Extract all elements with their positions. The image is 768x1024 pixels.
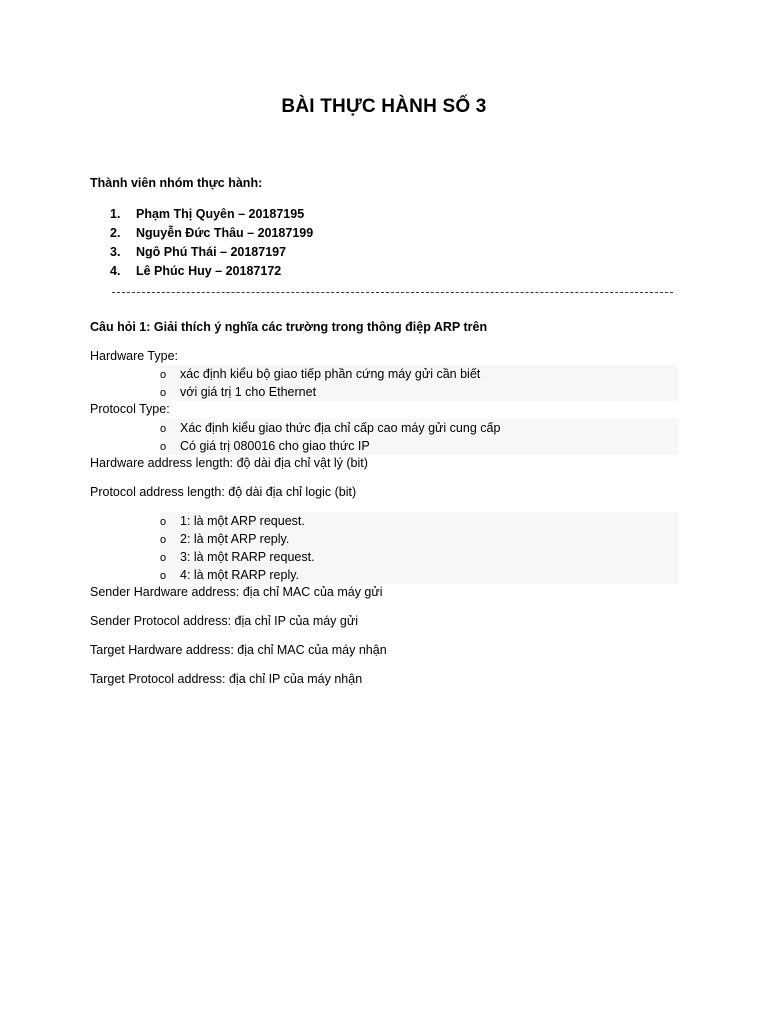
list-item (160, 512, 678, 530)
list-number: 2. (110, 226, 121, 240)
sender-hardware-address: Sender Hardware address: địa chỉ MAC của máy gửi (90, 585, 383, 599)
bullet-icon: o (160, 534, 167, 546)
list-item (160, 419, 678, 437)
list-item-text: Có giá trị 080016 cho giao thức IP (180, 439, 370, 453)
list-item-text: với giá trị 1 cho Ethernet (180, 385, 317, 399)
list-item-text: 1: là một ARP request. (180, 514, 305, 528)
bullet-icon: o (160, 552, 167, 564)
protocol-address-length: Protocol address length: độ dài địa chỉ logic (bit) (90, 485, 357, 499)
sender-protocol-address: Sender Protocol address: địa chỉ IP của máy gửi (90, 614, 358, 628)
bullet-icon: o (160, 570, 167, 582)
list-number: 4. (110, 264, 121, 278)
member-name: Lê Phúc Huy – 20187172 (136, 264, 282, 278)
hardware-type-list (160, 365, 678, 401)
list-item-text: 4: là một RARP reply. (180, 568, 300, 582)
list-item (110, 243, 313, 262)
list-item-text: xác định kiểu bộ giao tiếp phần cứng máy gửi cần biết (180, 367, 481, 381)
list-item-text: 3: là một RARP request. (180, 550, 315, 564)
list-item (110, 262, 313, 281)
list-item (110, 224, 313, 243)
document-title: BÀI THỰC HÀNH SỐ 3 (281, 96, 487, 117)
list-item-text: Xác định kiểu giao thức địa chỉ cấp cao máy gửi cung cấp (180, 421, 501, 435)
members-list (110, 205, 313, 281)
member-name: Nguyễn Đức Thâu – 20187199 (136, 226, 314, 240)
list-number: 1. (110, 207, 121, 221)
list-item (160, 548, 678, 566)
member-name: Phạm Thị Quyên – 20187195 (136, 207, 305, 221)
list-item (110, 205, 313, 224)
bullet-icon: o (160, 441, 167, 453)
hardware-address-length: Hardware address length: độ dài địa chỉ vật lý (bit) (90, 456, 368, 470)
list-item (160, 365, 678, 383)
protocol-type-list (160, 419, 678, 455)
dashed-divider (112, 292, 673, 293)
bullet-icon: o (160, 387, 167, 399)
hardware-type-label: Hardware Type: (90, 349, 179, 363)
question-heading: Câu hỏi 1: Giải thích ý nghĩa các trường trong thông điệp ARP trên (90, 320, 488, 334)
bullet-icon: o (160, 516, 167, 528)
target-hardware-address: Target Hardware address: địa chỉ MAC của máy nhận (90, 643, 387, 657)
list-item (160, 530, 678, 548)
list-item (160, 383, 678, 401)
list-item-text: 2: là một ARP reply. (180, 532, 290, 546)
bullet-icon: o (160, 423, 167, 435)
member-name: Ngô Phú Thái – 20187197 (136, 245, 287, 259)
list-number: 3. (110, 245, 121, 259)
bullet-icon: o (160, 369, 167, 381)
target-protocol-address: Target Protocol address: địa chỉ IP của máy nhận (90, 672, 363, 686)
list-item (160, 437, 678, 455)
protocol-type-label: Protocol Type: (90, 402, 170, 416)
members-heading: Thành viên nhóm thực hành: (90, 176, 263, 190)
operation-list (160, 512, 678, 584)
list-item (160, 566, 678, 584)
